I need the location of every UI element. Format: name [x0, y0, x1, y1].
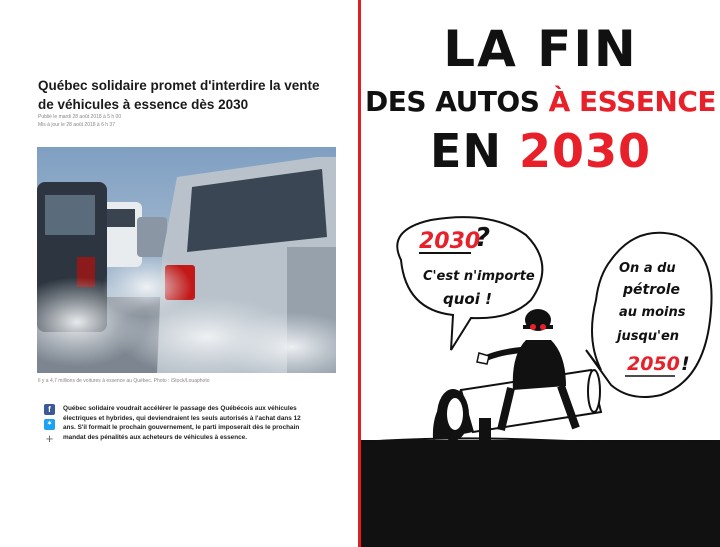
article-photo-traffic — [37, 147, 336, 373]
cartoon-title-line1: LA FIN — [443, 20, 638, 78]
title-line3-red: 2030 — [518, 124, 651, 178]
cartoon-title-line2 — [361, 85, 720, 118]
cartoon-drawing — [361, 190, 720, 547]
article-published-date: Publié le mardi 28 août 2018 à 5 h 00 — [38, 114, 122, 120]
article-updated-date: Mis à jour le 28 août 2018 à 6 h 37 — [38, 122, 115, 128]
plus-icon[interactable]: + — [45, 431, 54, 446]
bubble1-year: 2030 — [419, 229, 481, 254]
traffic-exhaust-illustration — [37, 147, 336, 373]
red-eye-right — [540, 324, 546, 330]
cartoon-panel — [361, 0, 720, 547]
bubble2-exclamation: ! — [681, 353, 690, 375]
article-headline: Québec solidaire promet d'interdire la vente de véhicules à essence dès 2030 — [38, 78, 320, 112]
facebook-icon[interactable]: f — [44, 404, 55, 415]
bubble2-line2: pétrole — [623, 282, 681, 298]
bubble1-question: ? — [475, 223, 491, 253]
bubble1-line2: quoi ! — [443, 290, 492, 308]
twitter-icon[interactable]: ✶ — [44, 419, 55, 430]
bubble2-year: 2050 — [627, 353, 680, 375]
black-ground — [361, 440, 720, 547]
red-eye-left — [530, 324, 536, 330]
bubble1-line1: C'est n'importe — [423, 269, 535, 284]
title-line2-red: À ESSENCE — [548, 85, 716, 118]
photo-caption: Il y a 4,7 millions de voitures à essence au Québec. Photo : iStock/Louaphoto — [38, 378, 210, 384]
bubble2-line3: au moins — [619, 305, 686, 320]
bubble2-line1: On a du — [619, 261, 676, 276]
title-line2-black: DES AUTOS — [364, 85, 549, 118]
cartoon-title-line3 — [361, 124, 720, 178]
news-article-panel — [0, 0, 358, 547]
title-line3-black: EN — [430, 124, 519, 178]
bubble2-line4: jusqu'en — [617, 329, 680, 344]
article-body: Québec solidaire voudrait accélérer le passage des Québécois aux véhicules électriques et hybrides, qui deviendraient les seuls autorisés à l'achat dans 12 ans. S'il formait le prochain gouvernement, le parti imposerait dès le prochain mandat des pénalités aux acheteurs de véhicules à essence. — [63, 405, 301, 441]
